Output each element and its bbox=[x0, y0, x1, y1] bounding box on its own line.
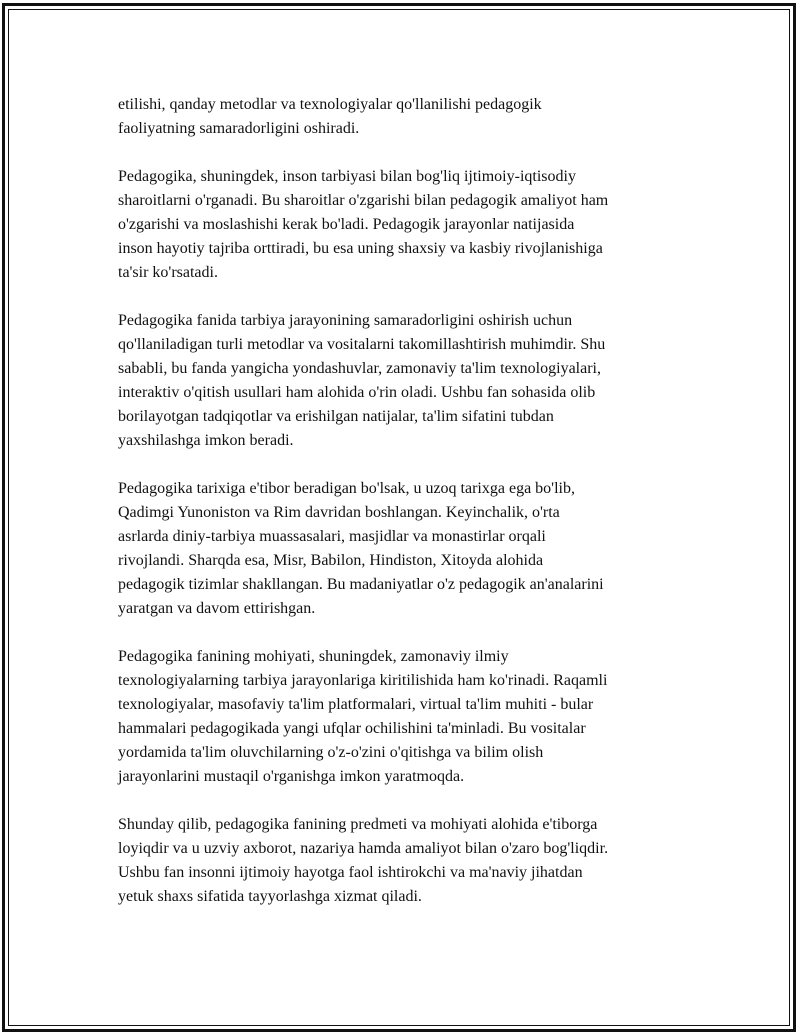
paragraph-6: Shunday qilib, pedagogika fanining predmeti va mohiyati alohida e'tiborga loyiqdir va u uzviy axborot, nazariya hamda amaliyot bilan o'zaro bog'liqdir. Ushbu fan insonni ijtimoiy hayotga faol ishtirokchi va ma'naviy jihatdan yetuk shaxs sifatida tayyorlashga xizmat qiladi. bbox=[118, 816, 609, 905]
paragraph-5: Pedagogika fanining mohiyati, shuningdek, zamonaviy ilmiy texnologiyalarning tarbiya jarayonlariga kiritilishida ham ko'rinadi. Raqamli texnologiyalar, masofaviy ta'lim platformalari, virtual ta'lim muhiti - bular hammalari pedagogikada yangi ufqlar ochilishini ta'minladi. Bu vositalar yordamida ta'lim oluvchilarning o'z-o'zini o'qitishga va bilim olish jarayonlarini mustaqil o'rganishga imkon yaratmoqda. bbox=[118, 648, 608, 785]
paragraph-3: Pedagogika fanida tarbiya jarayonining samaradorligini oshirish uchun qo'llaniladigan turli metodlar va vositalarni takomillashtirish muhimdir. Shu sababli, bu fanda yangicha yondashuvlar, zamonaviy ta'lim texnologiyalari, interaktiv o'qitish usullari ham alohida o'rin oladi. Ushbu fan sohasida olib borilayotgan tadqiqotlar va erishilgan natijalar, ta'lim sifatini tubdan yaxshilashga imkon beradi. bbox=[118, 312, 606, 449]
paragraph-2: Pedagogika, shuningdek, inson tarbiyasi bilan bog'liq ijtimoiy-iqtisodiy sharoitlarni o'rganadi. Bu sharoitlar o'zgarishi bilan pedagogik amaliyot ham o'zgarishi va moslashishi kerak bo'ladi. Pedagogik jarayonlar natijasida inson hayotiy tajriba orttiradi, bu esa uning shaxsiy va kasbiy rivojlanishiga ta'sir ko'rsatadi. bbox=[118, 168, 609, 281]
paragraph-4: Pedagogika tarixiga e'tibor beradigan bo'lsak, u uzoq tarixga ega bo'lib, Qadimgi Yunoniston va Rim davridan boshlangan. Keyinchalik, o'rta asrlarda diniy-tarbiya muassasalari, masjidlar va monastirlar orqali rivojlandi. Sharqda esa, Misr, Babilon, Hindiston, Xitoyda alohida pedagogik tizimlar shakllangan. Bu madaniyatlar o'z pedagogik an'analarini yaratgan va davom ettirishgan. bbox=[118, 480, 604, 617]
document-body bbox=[118, 93, 688, 933]
paragraph-1: etilishi, qanday metodlar va texnologiyalar qo'llanilishi pedagogik faoliyatning samaradorligini oshiradi. bbox=[118, 96, 542, 137]
